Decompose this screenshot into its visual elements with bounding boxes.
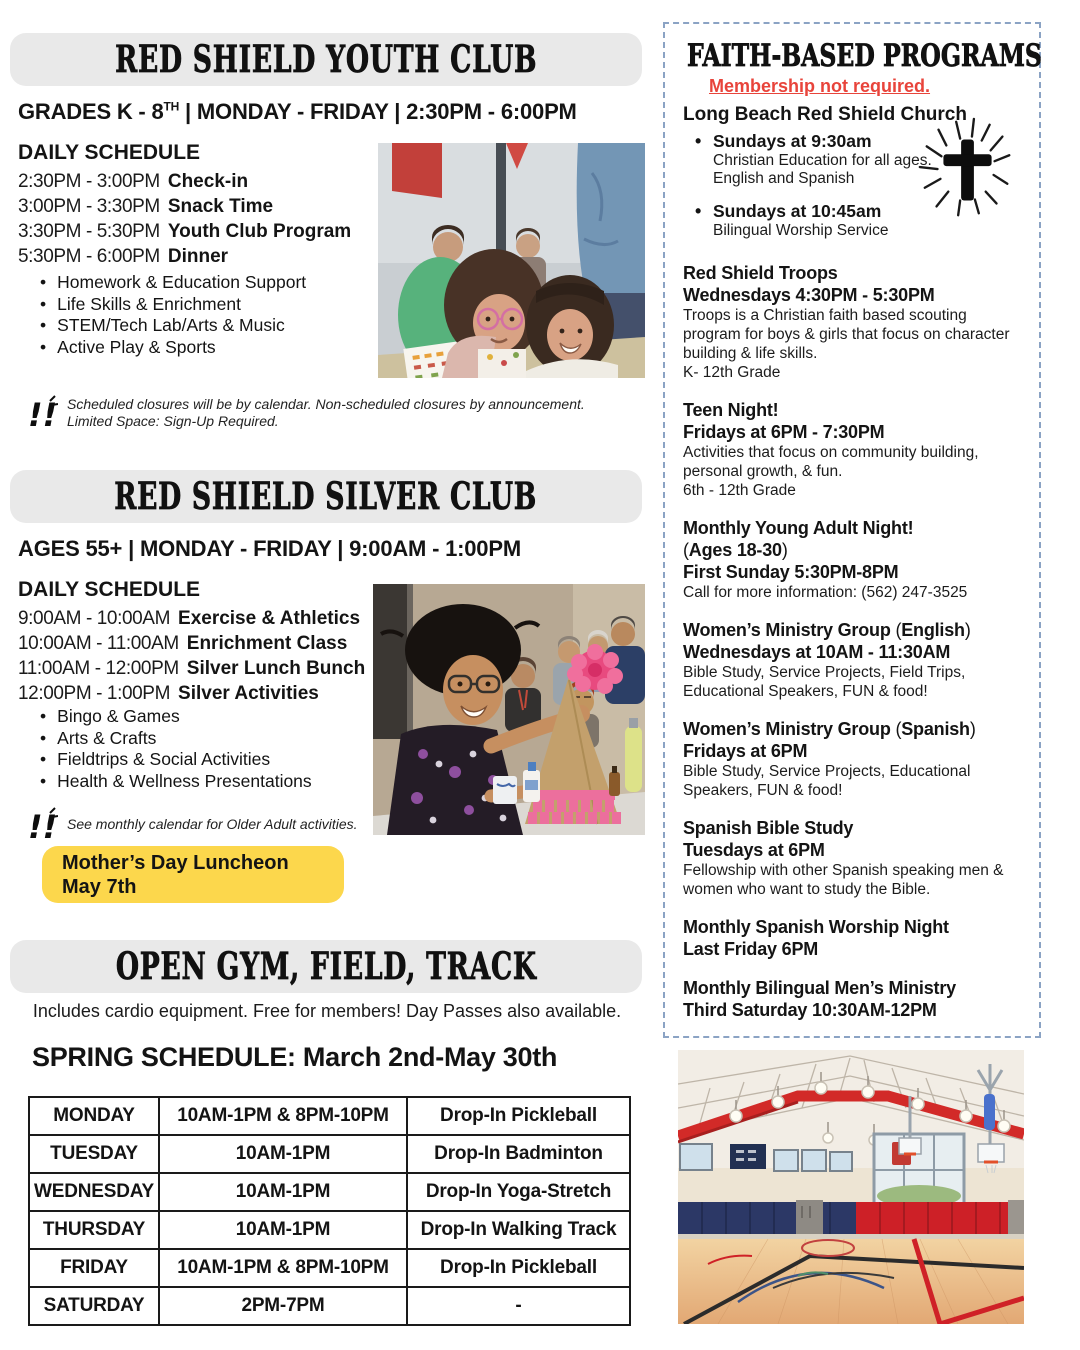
program-teen-night [683, 399, 1025, 500]
table-cell-day: SATURDAY [30, 1288, 158, 1324]
schedule-line [18, 631, 365, 656]
schedule-activity: Dinner [167, 246, 229, 267]
spring-schedule-table [28, 1096, 631, 1326]
program-grades: K- 12th Grade [683, 364, 781, 381]
program-title: Spanish Bible Study [683, 818, 854, 838]
silver-note-text: See monthly calendar for Older Adult activities. [67, 816, 358, 832]
table-cell-day: THURSDAY [30, 1212, 158, 1248]
youth-club-title: RED SHIELD YOUTH CLUB [114, 37, 538, 81]
youth-grades: GRADES K - 8 [18, 99, 164, 124]
youth-note-text [67, 394, 585, 430]
table-cell-time: 10AM-1PM & 8PM-10PM [160, 1250, 406, 1286]
table-cell-activity: Drop-In Yoga-Stretch [408, 1174, 629, 1210]
highlight-line: Mother’s Day Luncheon [62, 852, 289, 874]
open-gym-title: OPEN GYM, FIELD, TRACK [115, 944, 537, 988]
list-item: • Active Play & Sports [40, 337, 306, 359]
schedule-line [18, 681, 365, 706]
alert-icon [28, 394, 58, 436]
faith-title-row [683, 38, 1042, 76]
service-time: • Sundays at 10:45am [713, 201, 882, 221]
table-cell-time: 10AM-1PM [160, 1212, 406, 1248]
program-title: Women’s Ministry Group (English) [683, 620, 971, 640]
schedule-line [18, 606, 365, 631]
youth-activity-bullets [40, 272, 306, 358]
silver-note [28, 806, 358, 848]
schedule-time: 3:00PM - 3:30PM [18, 196, 160, 217]
schedule-time: 10:00AM - 11:00AM [18, 633, 179, 654]
program-description: Activities that focus on community building, personal growth, & fun. [683, 444, 979, 480]
program-time: Last Friday 6PM [683, 939, 819, 959]
list-item: • Fieldtrips & Social Activities [40, 749, 312, 771]
silver-club-photo [373, 584, 645, 835]
list-item: • Health & Wellness Presentations [40, 771, 312, 793]
silver-daily-schedule-list [18, 606, 365, 706]
schedule-activity: Exercise & Athletics [178, 608, 361, 629]
program-title: Monthly Spanish Worship Night [683, 917, 949, 937]
silver-daily-schedule-heading: DAILY SCHEDULE [18, 578, 201, 601]
youth-days-hours: | MONDAY - FRIDAY | 2:30PM - 6:00PM [179, 99, 577, 124]
youth-club-banner [10, 33, 642, 86]
table-cell-activity: Drop-In Walking Track [408, 1212, 629, 1248]
highlight-line: May 7th [62, 876, 137, 898]
schedule-time: 2:30PM - 3:00PM [18, 171, 160, 192]
faith-programs-panel [663, 22, 1041, 1038]
program-time: Wednesdays at 10AM - 11:30AM [683, 642, 951, 662]
gym-photo [678, 1050, 1024, 1324]
church-service-item [713, 201, 965, 240]
list-item: • Homework & Education Support [40, 272, 306, 294]
faith-programs-title: FAITH-BASED PROGRAMS [687, 38, 1042, 74]
program-womens-ministry-english [683, 619, 1025, 701]
program-grades: 6th - 12th Grade [683, 482, 796, 499]
program-spanish-bible-study [683, 817, 1025, 899]
youth-club-subtitle [18, 99, 577, 125]
program-womens-ministry-spanish [683, 718, 1025, 800]
schedule-time: 5:30PM - 6:00PM [18, 246, 160, 267]
program-description: Troops is a Christian faith based scouting program for boys & girls that focus on character building & life skills. [683, 307, 1010, 362]
table-cell-day: WEDNESDAY [30, 1174, 158, 1210]
program-time: Third Saturday 10:30AM-12PM [683, 1000, 937, 1020]
table-cell-time: 10AM-1PM [160, 1136, 406, 1172]
list-item: • Bingo & Games [40, 706, 312, 728]
service-desc: Christian Education for all ages. [713, 152, 932, 169]
silver-activity-bullets [40, 706, 312, 792]
program-time: Tuesdays at 6PM [683, 840, 825, 860]
open-gym-banner [10, 940, 642, 993]
program-description: Bible Study, Service Projects, Educational Speakers, FUN & food! [683, 763, 971, 799]
schedule-line [18, 194, 351, 219]
table-cell-time: 2PM-7PM [160, 1288, 406, 1324]
schedule-time: 3:30PM - 5:30PM [18, 221, 160, 242]
youth-daily-schedule-heading: DAILY SCHEDULE [18, 141, 201, 164]
silver-club-subtitle: AGES 55+ | MONDAY - FRIDAY | 9:00AM - 1:00PM [18, 536, 521, 561]
service-desc: Bilingual Worship Service [713, 222, 889, 239]
service-desc: English and Spanish [713, 170, 855, 187]
program-title: Women’s Ministry Group (Spanish) [683, 719, 976, 739]
list-item: • Arts & Crafts [40, 728, 312, 750]
youth-grades-sup: TH [163, 99, 180, 114]
table-cell-activity: - [408, 1288, 629, 1324]
table-cell-activity: Drop-In Pickleball [408, 1098, 629, 1134]
table-cell-day: TUESDAY [30, 1136, 158, 1172]
schedule-activity: Check-in [167, 171, 249, 192]
open-gym-subtitle: Includes cardio equipment. Free for members! Day Passes also available. [32, 1001, 622, 1021]
schedule-line [18, 244, 351, 269]
program-ages: (Ages 18-30) [683, 540, 788, 560]
program-spanish-worship-night [683, 916, 1025, 960]
program-title: Monthly Bilingual Men’s Ministry [683, 978, 956, 998]
schedule-activity: Silver Lunch Bunch [186, 658, 366, 679]
table-cell-day: MONDAY [30, 1098, 158, 1134]
program-time: Fridays at 6PM - 7:30PM [683, 422, 885, 442]
table-cell-activity: Drop-In Badminton [408, 1136, 629, 1172]
program-description: Bible Study, Service Projects, Field Trips, Educational Speakers, FUN & food! [683, 664, 966, 700]
program-time: First Sunday 5:30PM-8PM [683, 562, 899, 582]
program-red-shield-troops [683, 262, 1025, 382]
youth-club-photo [378, 143, 645, 378]
church-service-item [713, 131, 965, 188]
program-bilingual-mens-ministry [683, 977, 1025, 1021]
program-title: Teen Night! [683, 400, 779, 420]
church-name: Long Beach Red Shield Church [683, 104, 967, 125]
table-cell-day: FRIDAY [30, 1250, 158, 1286]
list-item: • Life Skills & Enrichment [40, 294, 306, 316]
program-title: Monthly Young Adult Night! [683, 518, 914, 538]
table-cell-time: 10AM-1PM & 8PM-10PM [160, 1098, 406, 1134]
schedule-line [18, 656, 365, 681]
program-title: Red Shield Troops [683, 263, 838, 283]
service-time: • Sundays at 9:30am [713, 131, 872, 151]
svg-text:!!: !! [28, 396, 58, 434]
table-cell-time: 10AM-1PM [160, 1174, 406, 1210]
schedule-time: 12:00PM - 1:00PM [18, 683, 171, 704]
youth-daily-schedule-list [18, 169, 351, 269]
table-cell-activity: Drop-In Pickleball [408, 1250, 629, 1286]
schedule-activity: Silver Activities [178, 683, 319, 704]
schedule-activity: Snack Time [167, 196, 274, 217]
note-line: Limited Space: Sign-Up Required. [67, 413, 279, 429]
svg-text:!!: !! [28, 808, 58, 846]
schedule-activity: Youth Club Program [167, 221, 352, 242]
mothers-day-highlight [42, 846, 344, 903]
spring-schedule-title: SPRING SCHEDULE: March 2nd-May 30th [32, 1042, 558, 1072]
schedule-line [18, 219, 351, 244]
schedule-line [18, 169, 351, 194]
program-description: Fellowship with other Spanish speaking men & women who want to study the Bible. [683, 862, 1004, 898]
program-time: Wednesdays 4:30PM - 5:30PM [683, 285, 935, 305]
schedule-activity: Enrichment Class [186, 633, 348, 654]
program-phone: Call for more information: (562) 247-3525 [683, 584, 968, 601]
note-line: Scheduled closures will be by calendar. Non-scheduled closures by announcement. [67, 396, 585, 412]
youth-note [28, 394, 585, 436]
silver-club-banner [10, 470, 642, 523]
membership-note: Membership not required. [709, 76, 931, 96]
alert-icon [28, 806, 58, 848]
list-item: • STEM/Tech Lab/Arts & Music [40, 315, 306, 337]
schedule-time: 9:00AM - 10:00AM [18, 608, 171, 629]
silver-club-title: RED SHIELD SILVER CLUB [114, 474, 538, 518]
program-time: Fridays at 6PM [683, 741, 808, 761]
program-young-adult-night [683, 517, 1025, 602]
schedule-time: 11:00AM - 12:00PM [18, 658, 179, 679]
